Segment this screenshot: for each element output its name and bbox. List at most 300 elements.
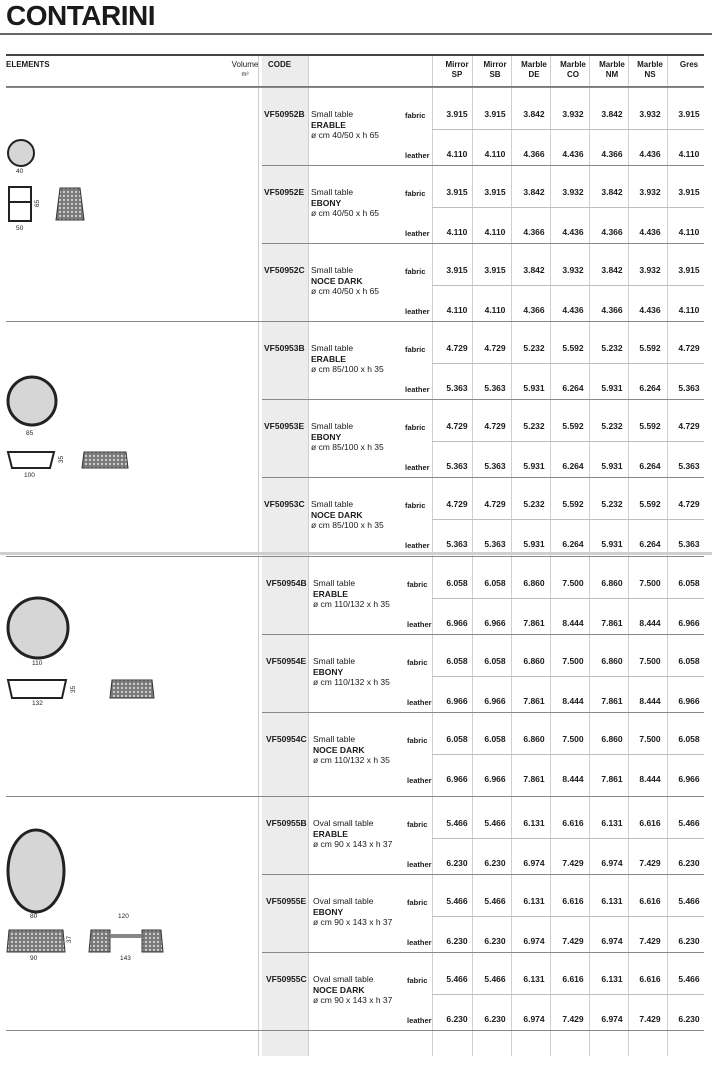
row-separator — [262, 399, 704, 400]
product-finish: EBONY — [313, 906, 344, 917]
product-size: ø cm 90 x 143 x h 37 — [313, 917, 393, 927]
price-leather: 6.264 — [562, 383, 584, 393]
price-leather: 6.264 — [639, 383, 661, 393]
material-leather: leather — [407, 620, 432, 629]
price-fabric: 3.842 — [523, 265, 545, 275]
price-fabric: 5.592 — [562, 343, 584, 353]
product-type: Small table — [311, 187, 354, 197]
row-separator — [262, 874, 704, 875]
price-leather: 6.966 — [446, 696, 468, 706]
product-size: ø cm 85/100 x h 35 — [311, 520, 384, 530]
dimension-label: 120 — [118, 913, 129, 920]
dimension-label: 143 — [120, 955, 131, 962]
material-leather: leather — [405, 541, 430, 550]
product-size: ø cm 40/50 x h 65 — [311, 208, 380, 218]
product-type: Small table — [311, 499, 354, 509]
row-separator — [262, 712, 704, 713]
header-volume: Volume m³ — [231, 60, 259, 78]
price-fabric: 5.466 — [484, 974, 506, 984]
column-header: Mirror SP — [445, 60, 469, 79]
price-fabric: 3.842 — [601, 187, 623, 197]
price-leather: 5.931 — [601, 539, 623, 549]
page-title: CONTARINI — [6, 0, 155, 31]
material-fabric: fabric — [405, 423, 426, 432]
price-leather: 4.436 — [639, 227, 661, 237]
product-description — [311, 421, 384, 453]
fabric-leather-divider — [432, 285, 704, 286]
fabric-leather-divider — [432, 207, 704, 208]
price-fabric: 3.932 — [562, 187, 584, 197]
product-code: VF50952B — [264, 109, 305, 119]
price-fabric: 6.131 — [601, 896, 623, 906]
price-leather: 6.966 — [678, 774, 700, 784]
price-fabric: 7.500 — [639, 734, 661, 744]
column-header: Marble NS — [637, 60, 663, 79]
price-leather: 7.429 — [639, 858, 661, 868]
column-header: Gres — [679, 60, 699, 69]
price-leather: 4.110 — [484, 227, 506, 237]
row-separator — [262, 952, 704, 953]
material-leather: leather — [407, 776, 432, 785]
price-leather: 7.429 — [562, 936, 584, 946]
product-description — [311, 343, 384, 375]
price-fabric: 6.058 — [446, 734, 468, 744]
price-fabric: 4.729 — [484, 499, 506, 509]
price-leather: 6.230 — [484, 858, 506, 868]
price-leather: 4.110 — [678, 227, 700, 237]
price-leather: 6.230 — [678, 1014, 700, 1024]
product-finish: EBONY — [311, 197, 342, 208]
price-fabric: 5.592 — [639, 421, 661, 431]
group-top-rule — [6, 796, 704, 797]
price-fabric: 6.860 — [523, 656, 545, 666]
price-leather: 7.429 — [562, 1014, 584, 1024]
price-fabric: 3.915 — [446, 265, 468, 275]
price-leather: 4.436 — [639, 149, 661, 159]
price-leather: 6.264 — [639, 539, 661, 549]
price-fabric: 5.232 — [523, 343, 545, 353]
price-fabric: 6.860 — [601, 734, 623, 744]
price-leather: 6.974 — [601, 1014, 623, 1024]
price-leather: 5.363 — [446, 383, 468, 393]
product-type: Oval small table — [313, 818, 374, 828]
column-header: Mirror SB — [483, 60, 507, 79]
price-leather: 5.931 — [523, 383, 545, 393]
price-leather: 6.264 — [562, 539, 584, 549]
price-leather: 4.110 — [484, 305, 506, 315]
product-code: VF50953E — [264, 421, 305, 431]
fabric-leather-divider — [432, 676, 704, 677]
price-leather: 7.861 — [523, 618, 545, 628]
product-finish: NOCE DARK — [311, 509, 363, 520]
price-fabric: 3.842 — [523, 109, 545, 119]
product-code: VF50955B — [266, 818, 307, 828]
product-finish: ERABLE — [313, 828, 348, 839]
price-leather: 4.366 — [523, 305, 545, 315]
dimension-label: 80 — [30, 913, 38, 920]
price-fabric: 3.915 — [678, 265, 700, 275]
dimension-label: 35 — [70, 685, 78, 694]
product-size: ø cm 90 x 143 x h 37 — [313, 995, 393, 1005]
price-leather: 7.861 — [601, 696, 623, 706]
price-leather: 4.436 — [562, 149, 584, 159]
round-table-top-icon — [6, 375, 58, 432]
price-leather: 6.230 — [446, 936, 468, 946]
product-description — [313, 974, 392, 1006]
dimension-label: 37 — [66, 935, 74, 944]
oval-table-top-icon — [6, 828, 66, 919]
material-fabric: fabric — [405, 345, 426, 354]
price-leather: 7.429 — [562, 858, 584, 868]
price-leather: 5.363 — [484, 539, 506, 549]
price-leather: 7.429 — [639, 936, 661, 946]
fabric-leather-divider — [432, 363, 704, 364]
fabric-leather-divider — [432, 838, 704, 839]
price-fabric: 3.842 — [601, 109, 623, 119]
table-side-knit-icon — [54, 186, 86, 227]
price-leather: 6.230 — [484, 1014, 506, 1024]
product-type: Oval small table — [313, 974, 374, 984]
price-leather: 6.974 — [523, 936, 545, 946]
product-finish: NOCE DARK — [313, 744, 365, 755]
price-fabric: 5.466 — [484, 896, 506, 906]
price-leather: 4.366 — [523, 227, 545, 237]
price-fabric: 5.466 — [446, 896, 468, 906]
price-fabric: 6.058 — [484, 656, 506, 666]
product-size: ø cm 85/100 x h 35 — [311, 442, 384, 452]
price-leather: 5.363 — [678, 461, 700, 471]
fabric-leather-divider — [432, 441, 704, 442]
fabric-leather-divider — [432, 598, 704, 599]
price-fabric: 4.729 — [484, 343, 506, 353]
product-description — [311, 499, 384, 531]
material-fabric: fabric — [407, 976, 428, 985]
price-fabric: 3.915 — [484, 187, 506, 197]
price-fabric: 4.729 — [446, 343, 468, 353]
price-fabric: 5.592 — [562, 421, 584, 431]
price-leather: 6.966 — [678, 696, 700, 706]
fabric-leather-divider — [432, 916, 704, 917]
product-size: ø cm 110/132 x h 35 — [313, 599, 390, 609]
price-fabric: 6.131 — [523, 974, 545, 984]
group-top-rule — [6, 87, 704, 88]
column-header: Marble CO — [560, 60, 586, 79]
price-fabric: 5.466 — [678, 974, 700, 984]
price-fabric: 5.466 — [446, 818, 468, 828]
price-fabric: 6.860 — [523, 578, 545, 588]
price-fabric: 6.616 — [639, 974, 661, 984]
price-leather: 6.966 — [446, 618, 468, 628]
price-leather: 4.436 — [639, 305, 661, 315]
title-rule — [0, 33, 712, 35]
price-leather: 4.366 — [601, 149, 623, 159]
table-bottom-rule — [6, 1030, 704, 1031]
product-size: ø cm 110/132 x h 35 — [313, 677, 390, 687]
section-break — [0, 552, 712, 555]
dimension-label: 90 — [30, 955, 38, 962]
price-fabric: 7.500 — [639, 656, 661, 666]
price-leather: 6.966 — [678, 618, 700, 628]
price-leather: 7.861 — [601, 618, 623, 628]
material-leather: leather — [407, 698, 432, 707]
price-fabric: 3.915 — [484, 109, 506, 119]
material-fabric: fabric — [405, 111, 426, 120]
price-leather: 6.230 — [446, 1014, 468, 1024]
price-fabric: 5.466 — [484, 818, 506, 828]
product-finish: NOCE DARK — [313, 984, 365, 995]
price-leather: 6.230 — [446, 858, 468, 868]
price-fabric: 4.729 — [678, 421, 700, 431]
product-type: Small table — [313, 734, 356, 744]
price-fabric: 4.729 — [678, 343, 700, 353]
dimension-label: 50 — [16, 225, 24, 232]
price-fabric: 6.860 — [601, 656, 623, 666]
product-code: VF50953C — [264, 499, 305, 509]
header-elements: ELEMENTS — [6, 60, 50, 69]
product-code: VF50954E — [266, 656, 307, 666]
price-fabric: 3.932 — [639, 109, 661, 119]
price-fabric: 3.915 — [446, 187, 468, 197]
price-leather: 5.363 — [678, 383, 700, 393]
price-leather: 6.966 — [484, 696, 506, 706]
product-size: ø cm 40/50 x h 65 — [311, 130, 380, 140]
price-leather: 6.974 — [601, 936, 623, 946]
price-fabric: 4.729 — [678, 499, 700, 509]
price-fabric: 7.500 — [562, 578, 584, 588]
material-leather: leather — [407, 860, 432, 869]
product-type: Small table — [313, 578, 356, 588]
price-fabric: 6.616 — [562, 818, 584, 828]
price-leather: 6.230 — [678, 936, 700, 946]
product-description — [311, 109, 379, 141]
price-fabric: 7.500 — [562, 734, 584, 744]
price-fabric: 5.592 — [562, 499, 584, 509]
product-description — [313, 818, 392, 850]
material-leather: leather — [405, 385, 430, 394]
group-top-rule — [6, 556, 704, 557]
price-fabric: 6.131 — [523, 818, 545, 828]
price-leather: 5.931 — [601, 461, 623, 471]
price-leather: 4.436 — [562, 227, 584, 237]
price-leather: 6.966 — [484, 774, 506, 784]
price-fabric: 3.915 — [446, 109, 468, 119]
material-fabric: fabric — [407, 580, 428, 589]
price-leather: 8.444 — [562, 696, 584, 706]
price-fabric: 4.729 — [484, 421, 506, 431]
product-type: Small table — [311, 343, 354, 353]
row-separator — [262, 165, 704, 166]
product-finish: NOCE DARK — [311, 275, 363, 286]
price-fabric: 3.932 — [562, 109, 584, 119]
price-leather: 4.366 — [601, 227, 623, 237]
material-fabric: fabric — [407, 658, 428, 667]
price-leather: 6.974 — [601, 858, 623, 868]
product-code: VF50953B — [264, 343, 305, 353]
dimension-label: 40 — [16, 168, 24, 175]
product-finish: ERABLE — [313, 588, 348, 599]
material-fabric: fabric — [407, 820, 428, 829]
fabric-leather-divider — [432, 129, 704, 130]
column-header: Marble DE — [521, 60, 547, 79]
price-leather: 5.363 — [446, 461, 468, 471]
dimension-label: 85 — [26, 430, 34, 437]
column-header: Marble NM — [599, 60, 625, 79]
price-leather: 8.444 — [562, 618, 584, 628]
table-side-knit-icon — [80, 450, 130, 475]
price-leather: 4.436 — [562, 305, 584, 315]
group-top-rule — [6, 321, 704, 322]
product-type: Small table — [311, 421, 354, 431]
price-leather: 5.931 — [523, 539, 545, 549]
product-size: ø cm 40/50 x h 65 — [311, 286, 380, 296]
price-leather: 7.429 — [639, 1014, 661, 1024]
price-leather: 4.366 — [523, 149, 545, 159]
price-leather: 5.931 — [523, 461, 545, 471]
price-fabric: 3.932 — [562, 265, 584, 275]
product-code: VF50955E — [266, 896, 307, 906]
table-front-icon — [8, 186, 32, 227]
price-leather: 6.974 — [523, 858, 545, 868]
price-fabric: 6.131 — [523, 896, 545, 906]
product-description — [311, 187, 379, 219]
price-leather: 4.366 — [601, 305, 623, 315]
product-finish: ERABLE — [311, 119, 346, 130]
row-separator — [262, 634, 704, 635]
price-leather: 5.363 — [484, 383, 506, 393]
header-top-rule — [6, 54, 704, 56]
price-fabric: 5.466 — [678, 818, 700, 828]
price-leather: 6.974 — [523, 1014, 545, 1024]
fabric-leather-divider — [432, 519, 704, 520]
price-fabric: 4.729 — [446, 421, 468, 431]
product-description — [313, 734, 390, 766]
price-leather: 4.110 — [446, 227, 468, 237]
price-leather: 6.264 — [639, 461, 661, 471]
product-finish: EBONY — [311, 431, 342, 442]
price-fabric: 6.058 — [484, 578, 506, 588]
price-fabric: 5.232 — [601, 499, 623, 509]
product-type: Small table — [311, 109, 354, 119]
product-description — [313, 656, 390, 688]
material-leather: leather — [405, 463, 430, 472]
table-side-knit-icon — [108, 678, 156, 705]
product-type: Oval small table — [313, 896, 374, 906]
price-fabric: 6.131 — [601, 974, 623, 984]
price-leather: 6.966 — [446, 774, 468, 784]
price-leather: 6.230 — [484, 936, 506, 946]
price-fabric: 5.232 — [601, 421, 623, 431]
product-code: VF50954B — [266, 578, 307, 588]
product-code: VF50955C — [266, 974, 307, 984]
dimension-label: 65 — [34, 199, 42, 208]
price-leather: 6.966 — [484, 618, 506, 628]
price-fabric: 5.466 — [446, 974, 468, 984]
price-fabric: 6.860 — [523, 734, 545, 744]
price-leather: 4.110 — [484, 149, 506, 159]
price-fabric: 6.616 — [639, 896, 661, 906]
dimension-label: 132 — [32, 700, 43, 707]
price-leather: 8.444 — [639, 618, 661, 628]
price-fabric: 6.058 — [678, 578, 700, 588]
price-leather: 7.861 — [601, 774, 623, 784]
price-fabric: 6.860 — [601, 578, 623, 588]
fabric-leather-divider — [432, 754, 704, 755]
price-fabric: 6.616 — [562, 896, 584, 906]
price-fabric: 4.729 — [446, 499, 468, 509]
product-code: VF50952E — [264, 187, 305, 197]
material-fabric: fabric — [407, 898, 428, 907]
product-type: Small table — [311, 265, 354, 275]
row-separator — [262, 477, 704, 478]
price-fabric: 3.915 — [484, 265, 506, 275]
product-description — [313, 578, 390, 610]
price-fabric: 6.616 — [562, 974, 584, 984]
dimension-label: 100 — [24, 472, 35, 479]
price-fabric: 5.466 — [678, 896, 700, 906]
material-fabric: fabric — [405, 267, 426, 276]
material-fabric: fabric — [407, 736, 428, 745]
price-fabric: 5.592 — [639, 499, 661, 509]
price-fabric: 7.500 — [639, 578, 661, 588]
product-description — [313, 896, 392, 928]
price-leather: 5.363 — [484, 461, 506, 471]
price-leather: 5.363 — [446, 539, 468, 549]
price-leather: 4.110 — [678, 149, 700, 159]
price-fabric: 7.500 — [562, 656, 584, 666]
product-description — [311, 265, 379, 297]
price-leather: 5.363 — [678, 539, 700, 549]
price-leather: 4.110 — [446, 149, 468, 159]
product-size: ø cm 90 x 143 x h 37 — [313, 839, 393, 849]
product-finish: ERABLE — [311, 353, 346, 364]
price-leather: 4.110 — [446, 305, 468, 315]
price-fabric: 6.616 — [639, 818, 661, 828]
material-fabric: fabric — [405, 501, 426, 510]
price-fabric: 5.232 — [601, 343, 623, 353]
price-fabric: 3.842 — [523, 187, 545, 197]
header-code: CODE — [268, 60, 292, 69]
price-leather: 7.861 — [523, 774, 545, 784]
product-finish: EBONY — [313, 666, 344, 677]
price-fabric: 6.058 — [446, 656, 468, 666]
material-leather: leather — [407, 1016, 432, 1025]
price-fabric: 5.232 — [523, 421, 545, 431]
price-fabric: 6.131 — [601, 818, 623, 828]
price-leather: 7.861 — [523, 696, 545, 706]
price-fabric: 3.842 — [601, 265, 623, 275]
price-fabric: 5.592 — [639, 343, 661, 353]
fabric-leather-divider — [432, 994, 704, 995]
price-fabric: 3.915 — [678, 187, 700, 197]
dimension-label: 110 — [32, 660, 43, 667]
price-fabric: 5.232 — [523, 499, 545, 509]
product-code: VF50954C — [266, 734, 307, 744]
product-size: ø cm 85/100 x h 35 — [311, 364, 384, 374]
material-fabric: fabric — [405, 189, 426, 198]
price-leather: 8.444 — [562, 774, 584, 784]
price-fabric: 3.915 — [678, 109, 700, 119]
product-size: ø cm 110/132 x h 35 — [313, 755, 390, 765]
price-fabric: 6.058 — [484, 734, 506, 744]
price-fabric: 3.932 — [639, 187, 661, 197]
round-table-top-icon — [6, 596, 70, 665]
price-leather: 5.931 — [601, 383, 623, 393]
price-fabric: 6.058 — [446, 578, 468, 588]
price-leather: 4.110 — [678, 305, 700, 315]
product-type: Small table — [313, 656, 356, 666]
price-leather: 8.444 — [639, 696, 661, 706]
dimension-label: 35 — [58, 455, 66, 464]
